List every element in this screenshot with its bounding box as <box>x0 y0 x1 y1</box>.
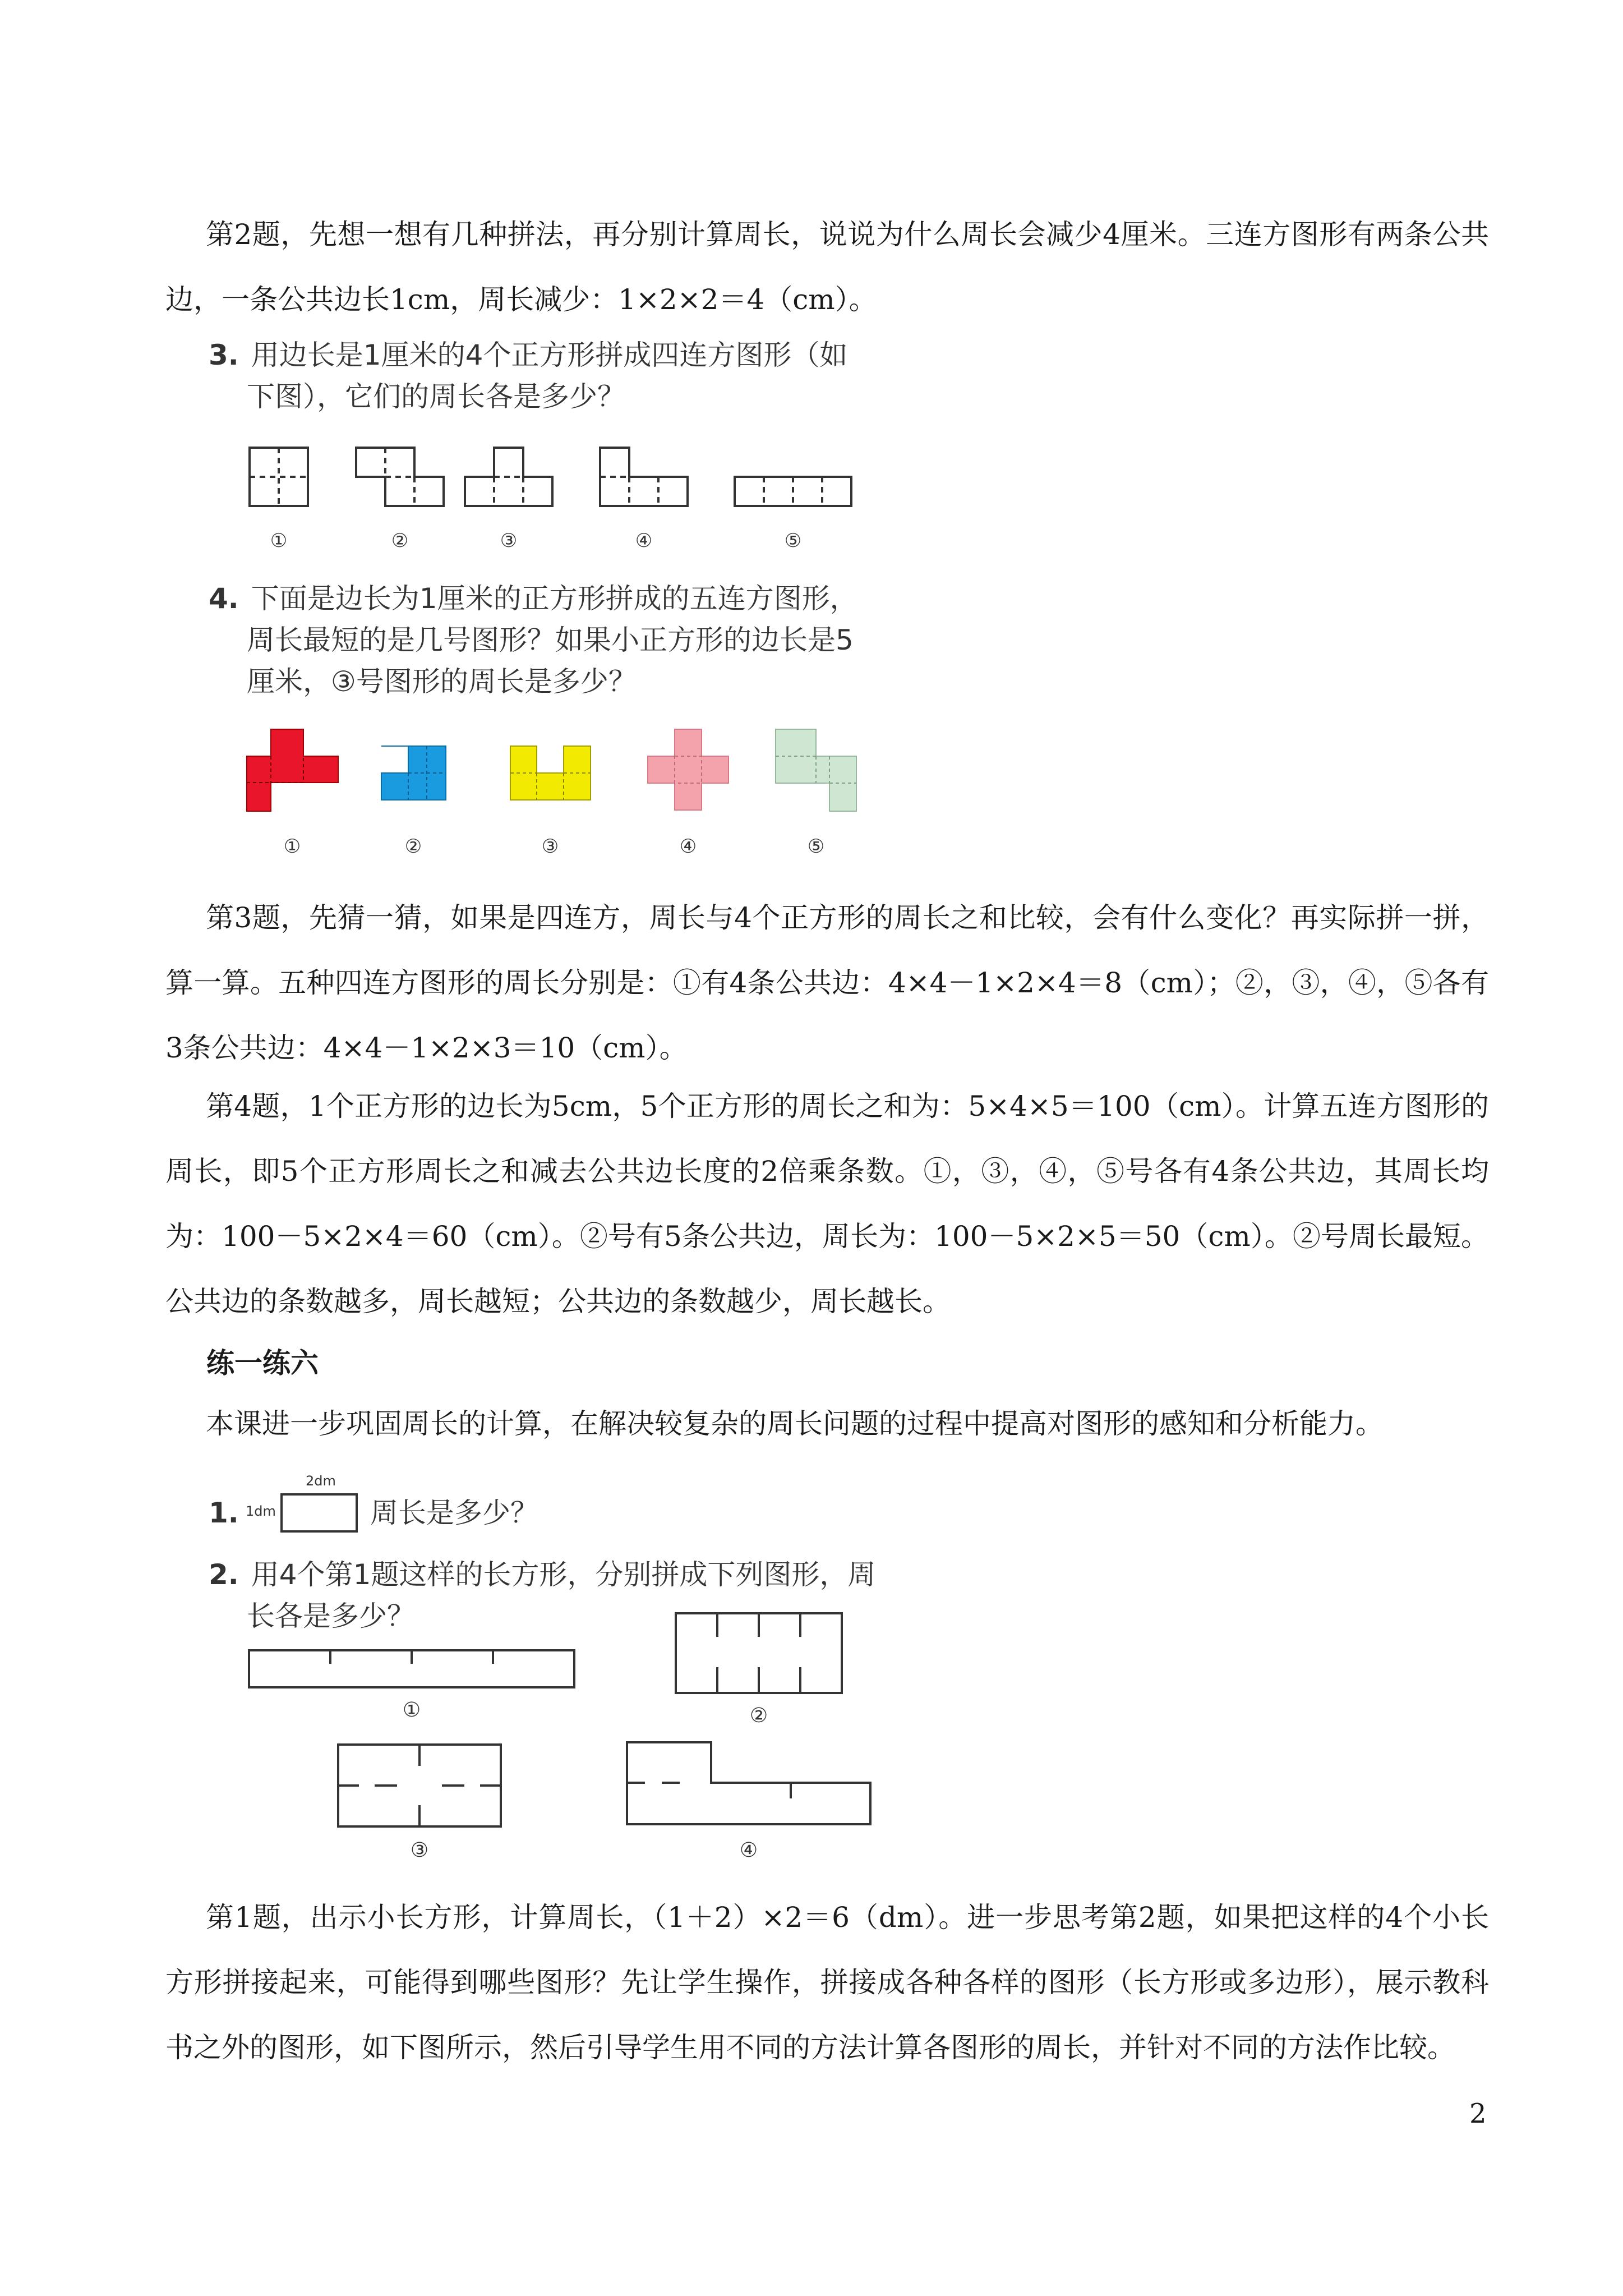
pentomino-3 <box>510 746 591 800</box>
figure-label: ④ <box>635 530 653 552</box>
figure-label: ③ <box>500 530 518 552</box>
tetromino-2 <box>356 448 444 506</box>
paragraph-problem4-explanation: 第4题，1个正方形的边长为5cm，5个正方形的周长之和为：5×4×5＝100（cm）。计算五连方图形的周长，即5个正方形周长之和减去公共边长度的2倍乘条数。①，③，④，⑤号各有4条公共边，其周长均为：100－5×2×4＝60（cm）。②号有5条公共边，周长为：100－5×2×5＝50（cm）。②号周长最短。公共边的条数越多，周长越短；公共边的条数越少，周长越长。 <box>165 1090 1489 1318</box>
tetromino-5 <box>735 477 851 506</box>
problem-line: 长各是多少？ <box>247 1600 415 1632</box>
figure-label: ④ <box>679 835 697 858</box>
pentomino-5 <box>776 729 856 811</box>
arrangement-1 <box>249 1650 574 1687</box>
width-label: 2dm <box>306 1473 336 1489</box>
tetromino-3 <box>465 448 552 506</box>
pentomino-1 <box>247 729 338 811</box>
problem-line: 下面是边长为1厘米的正方形拼成的五连方图形， <box>251 582 858 615</box>
problem-3-text <box>209 334 847 417</box>
paragraph-problem2-explanation: 第2题，先想一想有几种拼法，再分别计算周长，说说为什么周长会减少4厘米。三连方图形有两条公共边，一条公共边长1cm，周长减少：1×2×2＝4（cm）。 <box>165 218 1489 316</box>
tetromino-1 <box>250 448 308 506</box>
arrangement-3 <box>338 1745 501 1826</box>
figure-label: ② <box>749 1704 768 1727</box>
section-heading: 练一练六 <box>206 1346 319 1379</box>
pentomino-2 <box>381 746 446 800</box>
figure-label: ② <box>404 835 422 858</box>
height-label: 1dm <box>246 1503 276 1519</box>
figure-label: ① <box>283 835 301 858</box>
paragraph-exercise-explanation: 第1题，出示小长方形，计算周长，（1＋2）×2＝6（dm）。进一步思考第2题，如果把这样的4个小长方形拼接起来，可能得到哪些图形？先让学生操作，拼接成各种各样的图形（长方形或多边形），展示教科书之外的图形，如下图所示，然后引导学生用不同的方法计算各图形的周长，并针对不同的方法作比较。 <box>165 1901 1489 2064</box>
figure-label: ③ <box>541 835 559 858</box>
problem-line: 周长最短的是几号图形？如果小正方形的边长是5 <box>247 624 854 656</box>
tetromino-figures <box>241 438 914 561</box>
pentomino-figures <box>238 718 945 864</box>
problem-line: 用4个第1题这样的长方形，分别拼成下列图形，周 <box>251 1558 876 1591</box>
arrangement-2 <box>676 1613 842 1693</box>
problem-number: 4. <box>209 582 239 615</box>
problem-line: 用边长是1厘米的4个正方形拼成四连方图形（如 <box>251 339 848 371</box>
problem-line: 下图），它们的周长各是多少？ <box>247 380 625 413</box>
paragraph-lesson-summary: 本课进一步巩固周长的计算，在解决较复杂的周长问题的过程中提高对图形的感知和分析能力。 <box>206 1407 1384 1440</box>
figure-label: ④ <box>739 1839 758 1862</box>
problem-4-text <box>209 578 858 702</box>
problem-line: 厘米，③号图形的周长是多少？ <box>247 665 637 698</box>
figure-label: ⑤ <box>807 835 825 858</box>
problem-number: 1. <box>209 1497 239 1529</box>
tetromino-4 <box>600 448 688 506</box>
arrangement-4 <box>627 1742 870 1824</box>
problem-number: 2. <box>209 1558 239 1591</box>
figure-label: ③ <box>410 1839 429 1862</box>
figure-label: ① <box>270 530 288 552</box>
small-rectangle <box>282 1494 357 1531</box>
figure-label: ① <box>402 1699 421 1722</box>
pentomino-4 <box>648 729 728 810</box>
exercise-1-question: 周长是多少？ <box>370 1497 538 1529</box>
paragraph-problem3-explanation: 第3题，先猜一猜，如果是四连方，周长与4个正方形的周长之和比较，会有什么变化？再实际拼一拼，算一算。五种四连方图形的周长分别是：①有4条公共边：4×4－1×2×4＝8（cm）；②，③，④，⑤各有3条公共边：4×4－1×2×3＝10（cm）。 <box>165 901 1489 1064</box>
rectangle-arrangement-figures <box>241 1604 914 1868</box>
figure-label: ⑤ <box>784 530 802 552</box>
figure-label: ② <box>391 530 409 552</box>
page-number: 2 <box>1469 2098 1487 2129</box>
problem-number: 3. <box>209 339 239 371</box>
exercise-1-rectangle <box>241 1469 376 1536</box>
